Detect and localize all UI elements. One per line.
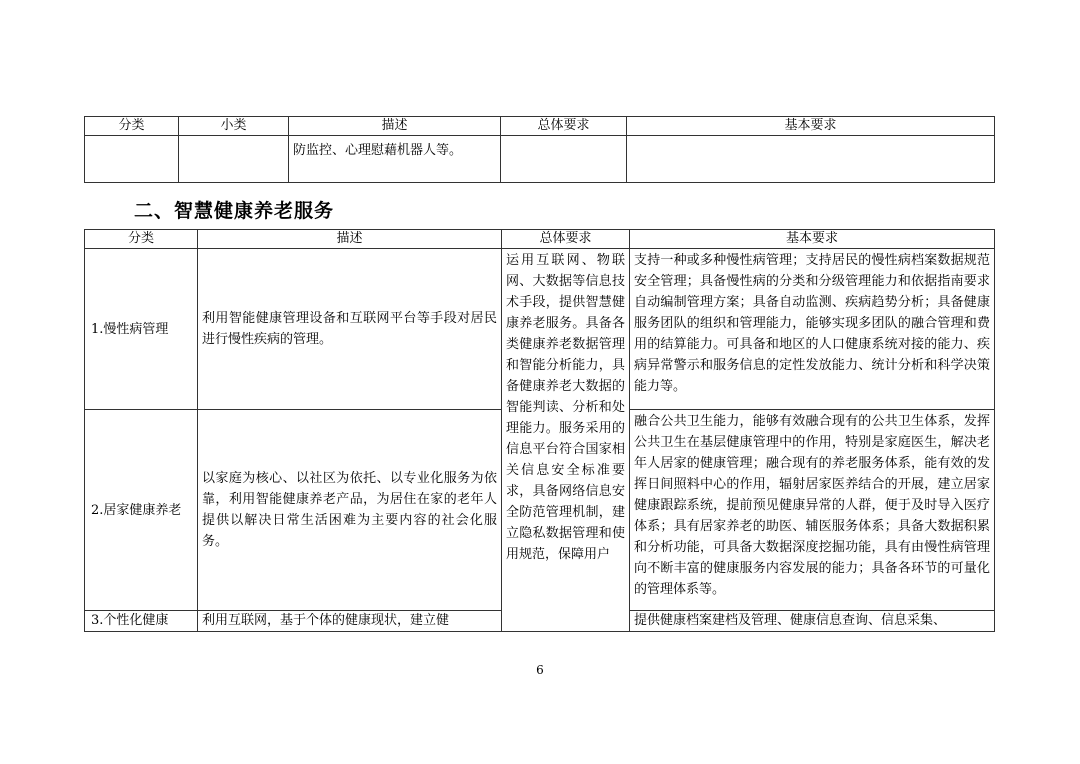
header-category: 分类 [85, 117, 179, 136]
table-header-row [85, 117, 995, 136]
cell-category [85, 136, 179, 183]
cell-subcategory [179, 136, 289, 183]
header-description: 描述 [198, 230, 502, 249]
table-row [85, 136, 995, 183]
cell-basic: 支持一种或多种慢性病管理；支持居民的慢性病档案数据规范安全管理；具备慢性病的分类和分级管理能力和依据指南要求自动编制管理方案；具备自动监测、疾病趋势分析；具备健康服务团队的组织和管理能力，能够实现多团队的融合管理和费用的结算能力。可具备和地区的人口健康系统对接的能力、疾病异常警示和服务信息的定性发放能力、统计分析和科学决策能力等。 [630, 249, 995, 410]
cell-overall-requirement: 运用互联网、物联网、大数据等信息技术手段，提供智慧健康养老服务。具备各类健康养老数据管理和智能分析能力，具备健康养老大数据的智能判读、分析和处理能力。服务采用的信息平台符合国家相关信息安全标准要求，具备网络信息安全防范管理机制，建立隐私数据管理和使用规范，保障用户 [502, 249, 630, 632]
services-table [84, 229, 995, 632]
cell-category: 3.个性化健康 [85, 611, 198, 632]
header-subcategory: 小类 [179, 117, 289, 136]
header-description: 描述 [289, 117, 501, 136]
cell-description: 利用智能健康管理设备和互联网平台等手段对居民进行慢性疾病的管理。 [198, 249, 502, 410]
cell-basic: 融合公共卫生能力，能够有效融合现有的公共卫生体系，发挥公共卫生在基层健康管理中的作用，特别是家庭医生，解决老年人居家的健康管理；融合现有的养老服务体系，能有效的发挥日间照料中心的作用，辐射居家医养结合的开展，建立居家健康跟踪系统，提前预见健康异常的人群，便于及时导入医疗体系；具有居家养老的助医、辅医服务体系；具备大数据积累和分析功能，可具备大数据深度挖掘功能，具有由慢性病管理向不断丰富的健康服务内容发展的能力；具备各环节的可量化的管理体系等。 [630, 410, 995, 611]
cell-description: 以家庭为核心、以社区为依托、以专业化服务为依靠，利用智能健康养老产品，为居住在家的老年人提供以解决日常生活困难为主要内容的社会化服务。 [198, 410, 502, 611]
table-row [85, 249, 995, 410]
header-overall: 总体要求 [502, 230, 630, 249]
header-basic: 基本要求 [627, 117, 995, 136]
cell-category: 2.居家健康养老 [85, 410, 198, 611]
page-number: 6 [536, 663, 544, 677]
cell-basic: 提供健康档案建档及管理、健康信息查询、信息采集、 [630, 611, 995, 632]
header-category: 分类 [85, 230, 198, 249]
table-header-row [85, 230, 995, 249]
cell-overall [501, 136, 627, 183]
header-overall: 总体要求 [501, 117, 627, 136]
cell-category: 1.慢性病管理 [85, 249, 198, 410]
cell-description: 利用互联网，基于个体的健康现状，建立健 [198, 611, 502, 632]
header-basic: 基本要求 [630, 230, 995, 249]
cell-description: 防监控、心理慰藉机器人等。 [289, 136, 501, 183]
continued-table [84, 116, 995, 183]
cell-basic [627, 136, 995, 183]
section-heading: 二、智慧健康养老服务 [134, 200, 335, 222]
